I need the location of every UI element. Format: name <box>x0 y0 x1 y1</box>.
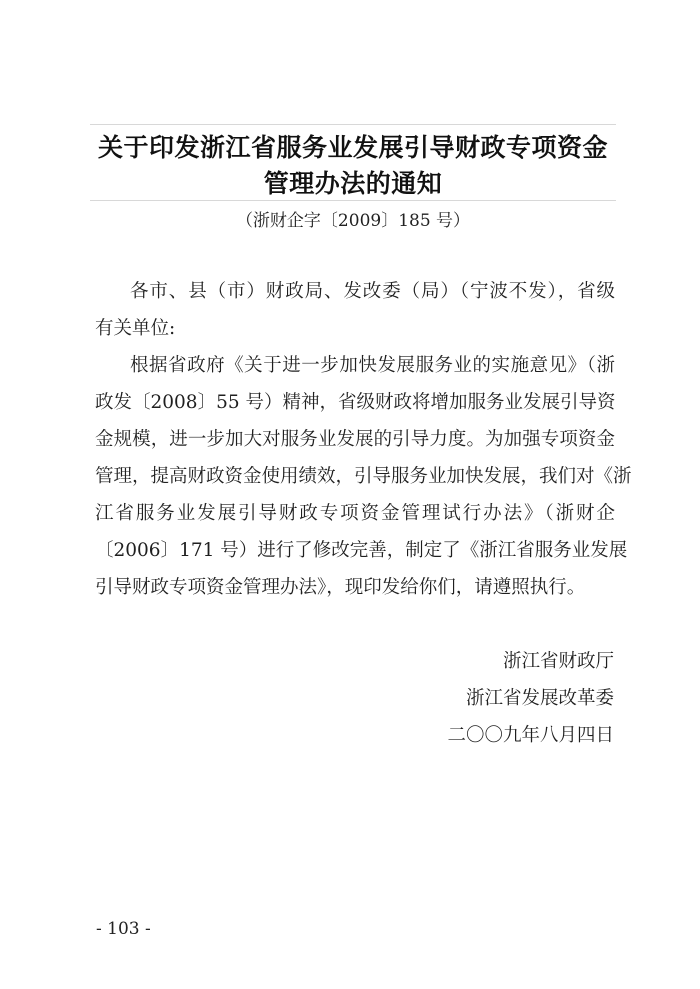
body-line: 江省服务业发展引导财政专项资金管理试行办法》（浙财企 <box>95 503 615 524</box>
addressee-line-2: 有关单位: <box>95 318 176 339</box>
document-title-line-1: 关于印发浙江省服务业发展引导财政专项资金 <box>97 133 608 162</box>
document-number: （浙财企字〔2009〕185 号） <box>235 211 471 231</box>
body-line: 政发〔2008〕55 号）精神，省级财政将增加服务业发展引导资 <box>95 392 616 413</box>
title-bottom-rule <box>90 200 616 201</box>
page-number: - 103 - <box>96 919 151 939</box>
body-line: 管理，提高财政资金使用绩效，引导服务业加快发展，我们对《浙 <box>95 466 632 487</box>
body-line: 〔2006〕171 号）进行了修改完善，制定了《浙江省服务业发展 <box>95 540 628 561</box>
signature-date: 二〇〇九年八月四日 <box>447 725 614 746</box>
addressee-line-1: 各市、县（市）财政局、发改委（局）（宁波不发），省级 <box>130 281 615 302</box>
title-top-rule <box>90 124 616 125</box>
signature-org-development: 浙江省发展改革委 <box>465 688 614 709</box>
body-line: 金规模，进一步加大对服务业发展的引导力度。为加强专项资金 <box>95 429 615 450</box>
body-line: 引导财政专项资金管理办法》，现印发给你们，请遵照执行。 <box>95 577 586 598</box>
signature-org-finance: 浙江省财政厅 <box>502 651 614 672</box>
body-line: 根据省政府《关于进一步加快发展服务业的实施意见》（浙 <box>130 355 615 376</box>
document-title-line-2: 管理办法的通知 <box>263 169 443 198</box>
